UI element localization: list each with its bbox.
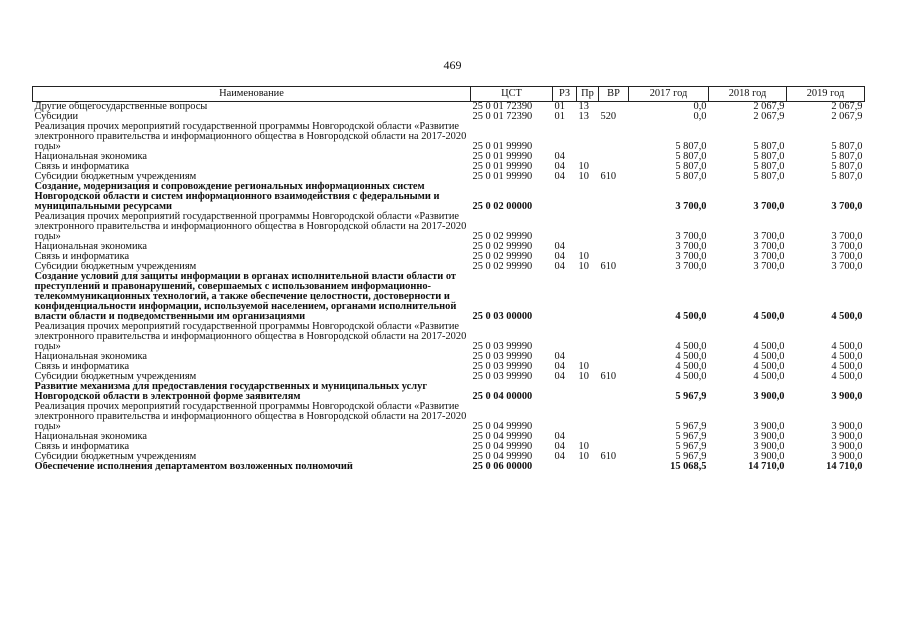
row-2017: 3 700,0 xyxy=(675,201,707,212)
table-row xyxy=(33,462,865,472)
row-rz xyxy=(553,182,577,212)
row-rz: 04 xyxy=(554,171,565,182)
table-row xyxy=(33,272,865,322)
row-rz: 04 xyxy=(554,441,565,452)
column-header-2018: 2018 год xyxy=(709,87,787,102)
row-cst: 25 0 04 00000 xyxy=(472,391,533,402)
row-name: Национальная экономика xyxy=(34,152,148,162)
row-cst: 25 0 02 99990 xyxy=(472,261,533,272)
row-cst: 25 0 02 99990 xyxy=(472,241,533,252)
row-2019: 14 710,0 xyxy=(826,461,863,472)
row-2019: 5 807,0 xyxy=(831,161,863,172)
row-rz: 04 xyxy=(554,261,565,272)
row-2018: 3 700,0 xyxy=(753,241,785,252)
row-2019: 3 700,0 xyxy=(831,231,863,242)
row-2017: 5 807,0 xyxy=(675,161,707,172)
row-rz: 04 xyxy=(554,361,565,372)
row-2019: 3 700,0 xyxy=(831,241,863,252)
row-cst: 25 0 01 99990 xyxy=(472,171,533,182)
row-vr xyxy=(599,432,629,442)
row-cst: 25 0 01 99990 xyxy=(472,161,533,172)
row-2019: 3 900,0 xyxy=(831,421,863,432)
row-rz xyxy=(553,462,577,472)
row-name: Связь и информатика xyxy=(34,442,130,452)
row-pr xyxy=(577,402,599,432)
row-2017: 3 700,0 xyxy=(675,261,707,272)
row-2017: 5 967,9 xyxy=(675,431,707,442)
table-row xyxy=(33,212,865,242)
row-vr: 610 xyxy=(600,171,617,182)
row-pr: 10 xyxy=(578,441,589,452)
column-header-rz: РЗ xyxy=(553,87,577,102)
row-2018: 3 700,0 xyxy=(753,251,785,262)
row-2017: 5 807,0 xyxy=(675,141,707,152)
row-2018: 4 500,0 xyxy=(753,361,785,372)
row-2019: 5 807,0 xyxy=(831,171,863,182)
row-vr xyxy=(599,382,629,402)
row-pr: 10 xyxy=(578,361,589,372)
row-2019: 3 900,0 xyxy=(831,441,863,452)
row-2018: 3 900,0 xyxy=(753,391,785,402)
row-pr: 13 xyxy=(578,111,589,122)
row-pr xyxy=(577,122,599,152)
row-2018: 3 900,0 xyxy=(753,431,785,442)
row-vr: 610 xyxy=(600,451,617,462)
row-cst: 25 0 02 99990 xyxy=(472,251,533,262)
row-cst: 25 0 04 99990 xyxy=(472,451,533,462)
row-2018: 4 500,0 xyxy=(753,351,785,362)
table-row xyxy=(33,162,865,172)
row-2018: 3 900,0 xyxy=(753,441,785,452)
row-cst: 25 0 02 99990 xyxy=(472,231,533,242)
row-pr: 10 xyxy=(578,161,589,172)
row-cst: 25 0 03 99990 xyxy=(472,341,533,352)
row-name: Национальная экономика xyxy=(34,352,148,362)
row-name: Другие общегосударственные вопросы xyxy=(34,101,208,112)
row-2017: 5 967,9 xyxy=(675,441,707,452)
row-rz: 04 xyxy=(554,251,565,262)
row-2018: 14 710,0 xyxy=(748,461,785,472)
column-header-cst: ЦСТ xyxy=(471,87,553,102)
row-2018: 3 700,0 xyxy=(753,231,785,242)
row-2019: 4 500,0 xyxy=(831,361,863,372)
row-cst: 25 0 02 00000 xyxy=(472,201,533,212)
row-name: Реализация прочих мероприятий государственной программы Новгородской области «Развитие электронного правительства и информационного общества в Новгородской области на 2017-2020 годы» xyxy=(34,321,467,352)
row-2019: 4 500,0 xyxy=(831,311,863,322)
table-row xyxy=(33,182,865,212)
row-vr xyxy=(599,462,629,472)
row-2017: 0,0 xyxy=(693,101,707,112)
row-rz: 04 xyxy=(554,241,565,252)
row-name: Связь и информатика xyxy=(34,162,130,172)
row-rz: 04 xyxy=(554,351,565,362)
row-2019: 4 500,0 xyxy=(831,351,863,362)
budget-table xyxy=(32,86,865,472)
row-rz: 04 xyxy=(554,371,565,382)
row-2018: 5 807,0 xyxy=(753,141,785,152)
row-2019: 3 900,0 xyxy=(831,391,863,402)
row-pr xyxy=(577,462,599,472)
row-name: Субсидии бюджетным учреждениям xyxy=(34,262,197,272)
column-header-pr: Пр xyxy=(577,87,599,102)
table-row xyxy=(33,242,865,252)
table-body xyxy=(33,102,865,473)
row-rz xyxy=(553,402,577,432)
row-2018: 5 807,0 xyxy=(753,151,785,162)
row-rz: 04 xyxy=(554,161,565,172)
row-2019: 2 067,9 xyxy=(831,101,863,112)
row-2017: 0,0 xyxy=(693,111,707,122)
row-pr: 10 xyxy=(578,261,589,272)
row-2018: 3 900,0 xyxy=(753,451,785,462)
row-rz: 04 xyxy=(554,431,565,442)
row-rz: 04 xyxy=(554,151,565,162)
row-2018: 3 700,0 xyxy=(753,261,785,272)
table-row xyxy=(33,432,865,442)
row-2018: 5 807,0 xyxy=(753,161,785,172)
row-name: Создание условий для защиты информации в органах исполнительной власти области от преступлений и правонарушений, совершаемых с использованием информационно-телекоммуникационных технологий, а также обеспечение целостности, достоверности и конфиденциальности информации, используемой населением, органами исполнительной власти области и подведомственными им организациями xyxy=(34,271,457,322)
row-pr xyxy=(577,382,599,402)
row-pr xyxy=(577,182,599,212)
row-name: Национальная экономика xyxy=(34,432,148,442)
row-rz xyxy=(553,382,577,402)
row-2019: 4 500,0 xyxy=(831,371,863,382)
table-row xyxy=(33,102,865,113)
row-name: Субсидии бюджетным учреждениям xyxy=(34,452,197,462)
row-2017: 4 500,0 xyxy=(675,371,707,382)
row-2017: 5 967,9 xyxy=(675,421,707,432)
row-2017: 5 967,9 xyxy=(675,391,707,402)
row-pr: 13 xyxy=(578,101,589,112)
row-2018: 2 067,9 xyxy=(753,111,785,122)
row-2019: 3 700,0 xyxy=(831,201,863,212)
row-2017: 3 700,0 xyxy=(675,231,707,242)
row-2019: 3 700,0 xyxy=(831,261,863,272)
row-name: Развитие механизма для предоставления государственных и муниципальных услуг Новгородской области в электронной форме заявителям xyxy=(34,381,428,402)
row-name: Обеспечение исполнения департаментом возложенных полномочий xyxy=(34,462,353,472)
row-cst: 25 0 03 00000 xyxy=(472,311,533,322)
row-vr: 610 xyxy=(600,371,617,382)
row-2018: 5 807,0 xyxy=(753,171,785,182)
row-name: Реализация прочих мероприятий государственной программы Новгородской области «Развитие электронного правительства и информационного общества в Новгородской области на 2017-2020 годы» xyxy=(34,401,467,432)
row-name: Субсидии бюджетным учреждениям xyxy=(34,172,197,182)
row-2018: 4 500,0 xyxy=(753,311,785,322)
column-header-2019: 2019 год xyxy=(787,87,865,102)
row-pr: 10 xyxy=(578,171,589,182)
row-2019: 3 900,0 xyxy=(831,431,863,442)
row-2018: 2 067,9 xyxy=(753,101,785,112)
row-2017: 3 700,0 xyxy=(675,241,707,252)
row-vr xyxy=(599,402,629,432)
table-row xyxy=(33,252,865,262)
column-header-2017: 2017 год xyxy=(629,87,709,102)
row-2018: 3 900,0 xyxy=(753,421,785,432)
table-row xyxy=(33,402,865,432)
row-pr xyxy=(577,322,599,352)
row-name: Реализация прочих мероприятий государственной программы Новгородской области «Развитие электронного правительства и информационного общества в Новгородской области на 2017-2020 годы» xyxy=(34,121,467,152)
row-2018: 4 500,0 xyxy=(753,341,785,352)
column-header-name: Наименование xyxy=(33,87,471,102)
header-row xyxy=(33,87,865,102)
table-row xyxy=(33,362,865,372)
row-2019: 3 700,0 xyxy=(831,251,863,262)
row-name: Субсидии xyxy=(34,112,79,122)
row-cst: 25 0 01 72390 xyxy=(472,111,533,122)
row-vr xyxy=(599,352,629,362)
row-2018: 3 700,0 xyxy=(753,201,785,212)
row-name: Создание, модернизация и сопровождение региональных информационных систем Новгородской области и систем информационного взаимодействия с федеральными и муниципальными ресурсами xyxy=(34,181,440,212)
row-cst: 25 0 04 99990 xyxy=(472,421,533,432)
row-vr: 610 xyxy=(600,261,617,272)
table-row xyxy=(33,452,865,462)
row-rz xyxy=(553,272,577,322)
row-rz xyxy=(553,122,577,152)
row-name: Связь и информатика xyxy=(34,252,130,262)
table-row xyxy=(33,442,865,452)
row-vr xyxy=(599,122,629,152)
row-pr: 10 xyxy=(578,251,589,262)
row-cst: 25 0 03 99990 xyxy=(472,351,533,362)
row-rz: 01 xyxy=(554,111,565,122)
row-2017: 15 068,5 xyxy=(670,461,707,472)
page-number: 469 xyxy=(443,58,462,72)
row-pr: 10 xyxy=(578,371,589,382)
row-2019: 2 067,9 xyxy=(831,111,863,122)
row-cst: 25 0 03 99990 xyxy=(472,371,533,382)
row-2019: 5 807,0 xyxy=(831,151,863,162)
table-row xyxy=(33,322,865,352)
row-2019: 5 807,0 xyxy=(831,141,863,152)
row-2017: 4 500,0 xyxy=(675,361,707,372)
row-cst: 25 0 04 99990 xyxy=(472,431,533,442)
row-cst: 25 0 06 00000 xyxy=(472,461,533,472)
row-vr xyxy=(599,322,629,352)
row-2017: 5 807,0 xyxy=(675,171,707,182)
row-2017: 3 700,0 xyxy=(675,251,707,262)
row-name: Связь и информатика xyxy=(34,362,130,372)
row-vr xyxy=(599,152,629,162)
row-vr xyxy=(599,272,629,322)
row-cst: 25 0 01 99990 xyxy=(472,151,533,162)
table-row xyxy=(33,122,865,152)
row-2017: 5 967,9 xyxy=(675,451,707,462)
row-cst: 25 0 04 99990 xyxy=(472,441,533,452)
row-rz: 04 xyxy=(554,451,565,462)
row-pr: 10 xyxy=(578,451,589,462)
row-name: Субсидии бюджетным учреждениям xyxy=(34,372,197,382)
table-row xyxy=(33,352,865,362)
row-name: Реализация прочих мероприятий государственной программы Новгородской области «Развитие электронного правительства и информационного общества в Новгородской области на 2017-2020 годы» xyxy=(34,211,467,242)
row-pr xyxy=(577,212,599,242)
row-vr xyxy=(599,182,629,212)
table-row xyxy=(33,152,865,162)
row-2017: 4 500,0 xyxy=(675,311,707,322)
row-name: Национальная экономика xyxy=(34,242,148,252)
row-rz xyxy=(553,322,577,352)
table-row xyxy=(33,382,865,402)
row-2019: 4 500,0 xyxy=(831,341,863,352)
row-cst: 25 0 03 99990 xyxy=(472,361,533,372)
column-header-vr: ВР xyxy=(599,87,629,102)
row-2017: 4 500,0 xyxy=(675,351,707,362)
row-rz xyxy=(553,212,577,242)
row-vr: 520 xyxy=(600,111,617,122)
row-cst: 25 0 01 72390 xyxy=(472,101,533,112)
row-2017: 4 500,0 xyxy=(675,341,707,352)
row-cst: 25 0 01 99990 xyxy=(472,141,533,152)
row-2017: 5 807,0 xyxy=(675,151,707,162)
row-pr xyxy=(577,272,599,322)
row-rz: 01 xyxy=(554,101,565,112)
row-2019: 3 900,0 xyxy=(831,451,863,462)
row-vr xyxy=(599,212,629,242)
row-2018: 4 500,0 xyxy=(753,371,785,382)
row-vr xyxy=(599,242,629,252)
